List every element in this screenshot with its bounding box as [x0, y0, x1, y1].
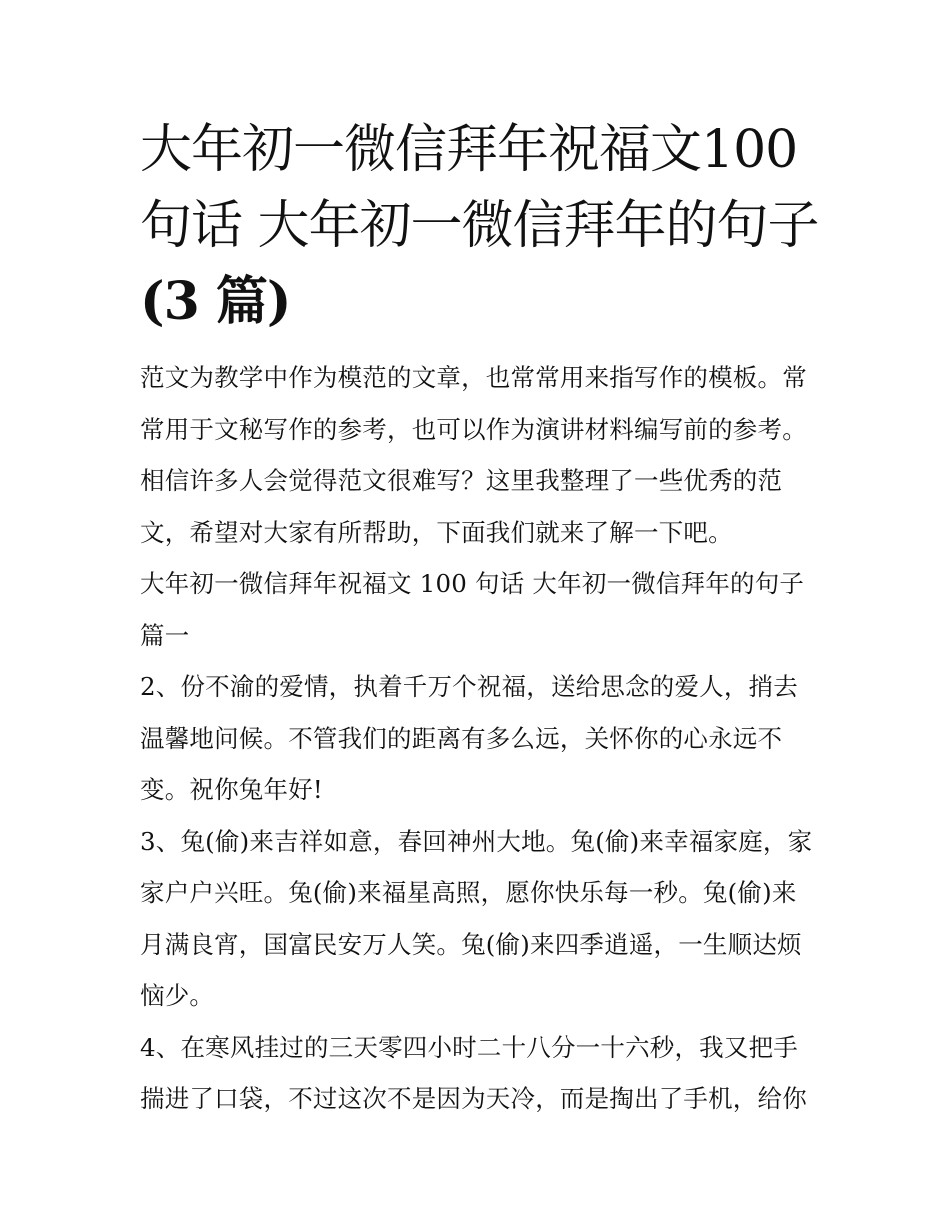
item-line: 温馨地问候。不管我们的距离有多么远，关怀你的心永远不 — [140, 723, 783, 753]
item-line: 变。祝你兔年好! — [140, 775, 323, 804]
item-line: 2、份不渝的爱情，执着千万个祝福，送给思念的爱人，捎去 — [140, 672, 798, 701]
title-line-1-text: 大年初一微信拜年祝福文100 — [140, 120, 798, 180]
intro-line: 文，希望对大家有所帮助，下面我们就来了解一下吧。 — [140, 517, 733, 547]
title-line-1 — [140, 112, 820, 188]
list-item — [140, 816, 820, 1022]
item-line: 揣进了口袋，不过这次不是因为天冷，而是掏出了手机，给你 — [140, 1084, 807, 1113]
document-title — [140, 112, 820, 340]
list-item — [140, 661, 820, 816]
section-heading — [140, 558, 820, 661]
item-line: 恼少。 — [140, 981, 215, 1010]
intro-line: 相信许多人会觉得范文很难写？这里我整理了一些优秀的范 — [140, 466, 783, 495]
intro-paragraph — [140, 352, 820, 558]
section-heading-line: 篇一 — [140, 620, 190, 650]
item-line: 3、兔(偷)来吉祥如意，春回神州大地。兔(偷)来幸福家庭，家 — [140, 826, 813, 856]
item-line: 4、在寒风挂过的三天零四小时二十八分一十六秒，我又把手 — [140, 1032, 798, 1062]
title-line-2: 句话 大年初一微信拜年的句子 — [140, 196, 819, 256]
item-line: 家户户兴旺。兔(偷)来福星高照，愿你快乐每一秒。兔(偷)来 — [140, 878, 797, 907]
intro-line: 范文为教学中作为模范的文章，也常常用来指写作的模板。常 — [140, 363, 807, 392]
list-item — [140, 1022, 820, 1125]
item-line: 月满良宵，国富民安万人笑。兔(偷)来四季逍遥，一生顺达烦 — [140, 929, 802, 959]
section-heading-line: 大年初一微信拜年祝福文 100 句话 大年初一微信拜年的句子 — [140, 569, 805, 598]
document-body — [140, 352, 820, 1125]
title-line-3: (3 篇) — [140, 271, 291, 332]
intro-line: 常用于文秘写作的参考，也可以作为演讲材料编写前的参考。 — [140, 414, 807, 444]
